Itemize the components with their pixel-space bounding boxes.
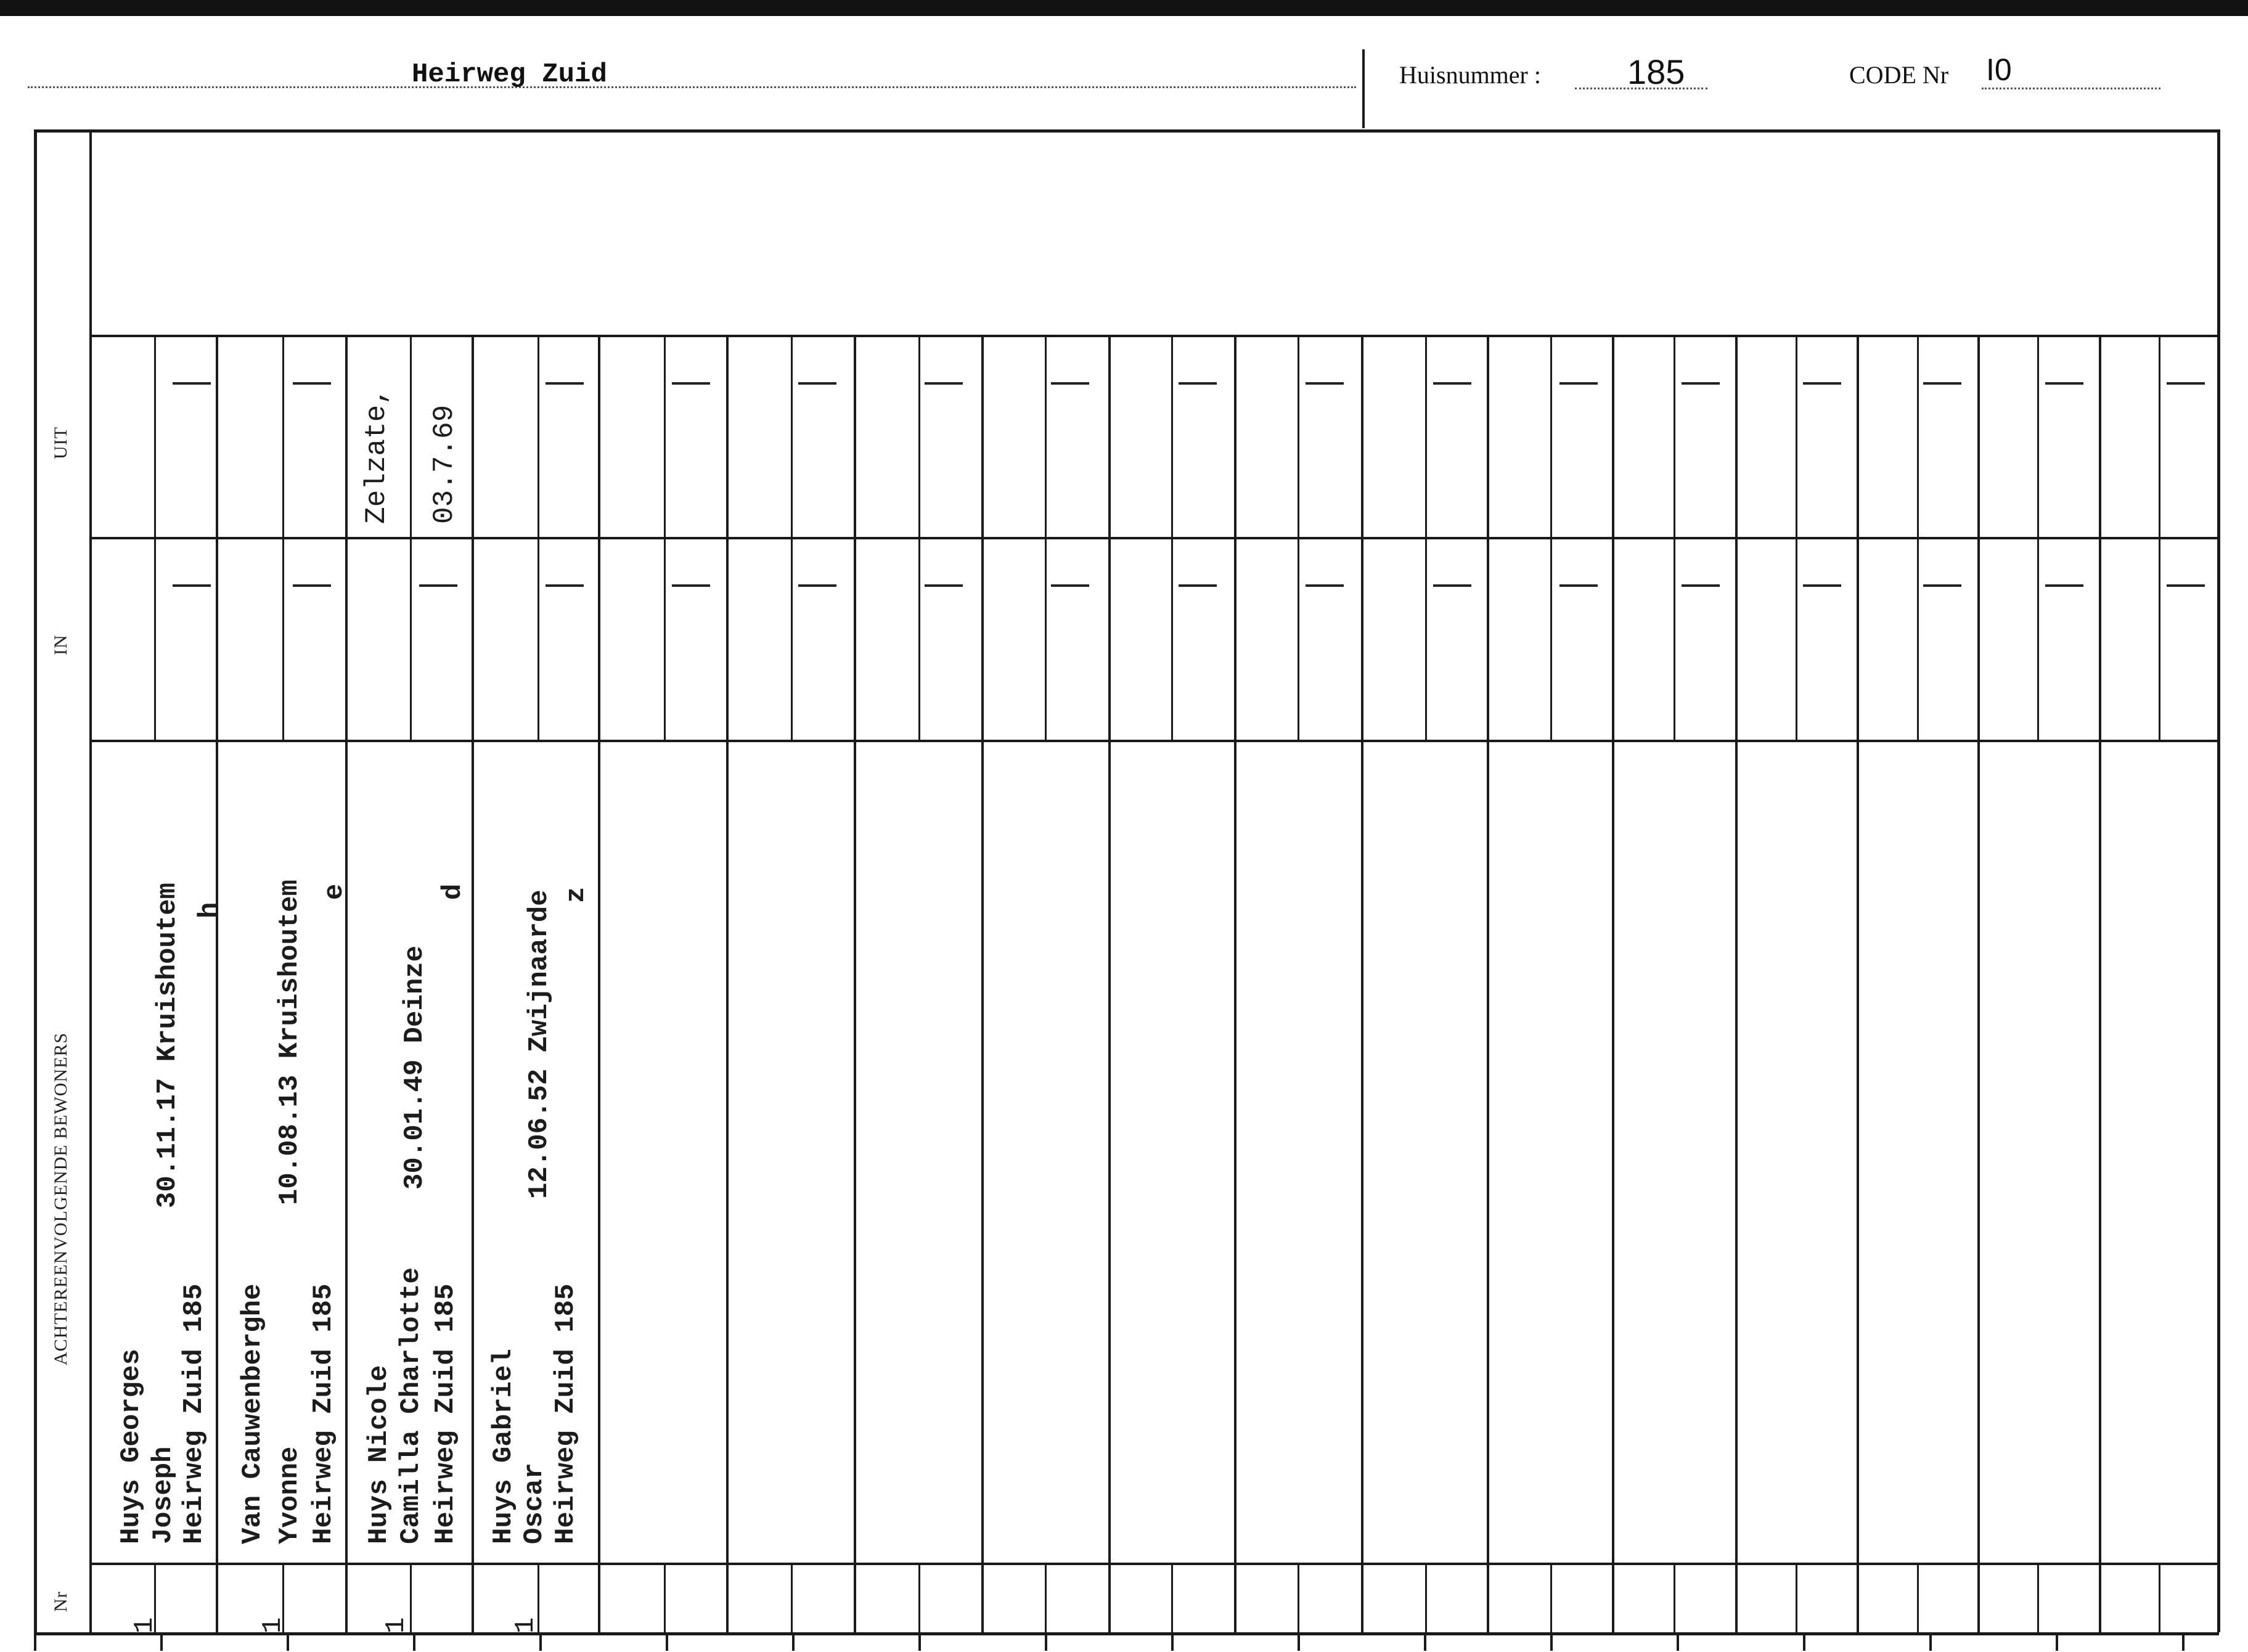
half-column-divider <box>1298 1563 1299 1632</box>
house-number-value: 185 <box>1627 52 1685 91</box>
uit-dash <box>1051 382 1089 385</box>
uit-label: UIT <box>51 427 71 459</box>
uit-dash <box>1682 382 1720 385</box>
column-divider <box>1108 335 1111 1632</box>
resident-2-name: Van Cauwenberghe <box>237 1283 268 1544</box>
frame-bottom <box>34 1632 2219 1635</box>
uit-date: 03.7.69 <box>428 404 460 524</box>
column-divider <box>981 335 984 1632</box>
in-dash <box>672 584 710 587</box>
half-column-divider <box>1045 335 1047 740</box>
uit-dash <box>1923 382 1961 385</box>
code-value: I0 <box>1986 52 2012 87</box>
bottom-tick <box>413 1632 415 1651</box>
resident-3-nr: 1 <box>381 1617 412 1634</box>
resident-4-nr: 1 <box>510 1617 541 1634</box>
resident-3-second-name: Camilla Charlotte <box>396 1267 427 1544</box>
row-divider <box>89 537 2219 539</box>
half-column-divider <box>918 335 920 740</box>
half-column-divider <box>1171 335 1173 740</box>
code-dotted-line <box>1982 88 2160 89</box>
in-dash <box>1803 584 1841 587</box>
half-column-divider <box>664 1563 666 1632</box>
resident-1-address: Heirweg Zuid 185 <box>179 1283 210 1544</box>
street-name: Heirweg Zuid <box>412 59 607 90</box>
half-column-divider <box>1045 1563 1047 1632</box>
uit-dash <box>2167 382 2205 385</box>
in-dash <box>1433 584 1471 587</box>
column-divider <box>1487 335 1489 1632</box>
resident-2-code: e <box>319 883 350 900</box>
resident-4-second-name: Oscar <box>519 1462 550 1544</box>
bottom-tick <box>1424 1632 1426 1651</box>
half-column-divider <box>1298 335 1299 740</box>
header-divider <box>1362 49 1365 128</box>
bottom-tick <box>2182 1632 2185 1651</box>
column-divider <box>1977 335 1980 1632</box>
column-divider <box>854 335 856 1632</box>
half-column-divider <box>410 335 412 740</box>
frame-top <box>34 129 2219 133</box>
resident-2-second-name: Yvonne <box>274 1446 305 1544</box>
in-label: IN <box>51 634 71 655</box>
half-column-divider <box>154 335 156 740</box>
in-dash <box>1179 584 1217 587</box>
half-column-divider <box>2037 335 2039 740</box>
uit-dash <box>1306 382 1344 385</box>
resident-2-birth: 10.08.13 Kruishoutem <box>274 879 305 1205</box>
uit-dash <box>173 382 211 385</box>
resident-1-name: Huys Georges <box>116 1349 147 1544</box>
column-divider <box>1857 335 1859 1632</box>
uit-dash <box>546 382 584 385</box>
in-dash <box>173 584 211 587</box>
column-divider <box>216 335 218 1632</box>
bottom-tick <box>1298 1632 1300 1651</box>
in-dash <box>1306 584 1344 587</box>
resident-1-birth: 30.11.17 Kruishoutem <box>152 882 183 1208</box>
resident-4-address: Heirweg Zuid 185 <box>550 1283 581 1544</box>
bottom-tick <box>1929 1632 1932 1651</box>
in-dash <box>2167 584 2205 587</box>
bewoners-label: ACHTEREENVOLGENDE BEWONERS <box>51 1032 71 1365</box>
resident-1-second-name: Joseph <box>148 1446 179 1544</box>
bottom-tick <box>1550 1632 1553 1651</box>
half-column-divider <box>1674 1563 1675 1632</box>
uit-place: Zelzate, <box>361 388 393 524</box>
bottom-tick <box>792 1632 795 1651</box>
column-divider <box>2099 335 2101 1632</box>
resident-2-nr: 1 <box>258 1617 288 1634</box>
resident-4-code: z <box>561 886 592 903</box>
bottom-tick <box>1171 1632 1174 1651</box>
in-dash <box>546 584 584 587</box>
frame-right <box>2217 129 2220 1632</box>
bottom-tick <box>1803 1632 1805 1651</box>
half-column-divider <box>1550 335 1552 740</box>
resident-4-name: Huys Gabriel <box>488 1349 519 1544</box>
column-divider <box>1361 335 1363 1632</box>
half-column-divider <box>1674 335 1675 740</box>
half-column-divider <box>918 1563 920 1632</box>
column-divider <box>598 335 600 1632</box>
uit-dash <box>672 382 710 385</box>
column-divider <box>345 335 348 1632</box>
column-divider <box>1234 335 1236 1632</box>
uit-dash <box>798 382 836 385</box>
resident-3-address: Heirweg Zuid 185 <box>430 1283 461 1544</box>
in-dash <box>1923 584 1961 587</box>
half-column-divider <box>1550 1563 1552 1632</box>
half-column-divider <box>1917 1563 1919 1632</box>
in-dash <box>798 584 836 587</box>
half-column-divider <box>664 335 666 740</box>
half-column-divider <box>2037 1563 2039 1632</box>
resident-3-code: d <box>438 883 468 900</box>
half-column-divider <box>1917 335 1919 740</box>
half-column-divider <box>537 335 539 740</box>
in-dash <box>925 584 963 587</box>
uit-dash <box>2045 382 2083 385</box>
in-dash <box>1682 584 1720 587</box>
resident-3-birth: 30.01.49 Deinze <box>399 945 430 1190</box>
uit-dash <box>293 382 331 385</box>
column-divider <box>472 335 474 1632</box>
uit-dash <box>1559 382 1598 385</box>
row-divider <box>89 335 2219 337</box>
bottom-tick <box>1677 1632 1679 1651</box>
uit-dash <box>925 382 963 385</box>
bottom-tick <box>287 1632 289 1651</box>
resident-2-address: Heirweg Zuid 185 <box>308 1283 339 1544</box>
half-column-divider <box>1425 1563 1427 1632</box>
in-dash <box>293 584 331 587</box>
house-number-label: Huisnummer : <box>1399 61 1541 89</box>
column-divider <box>1735 335 1738 1632</box>
nr-label: Nr <box>51 1591 71 1612</box>
half-column-divider <box>1796 1563 1797 1632</box>
street-dotted-line <box>28 86 1356 88</box>
half-column-divider <box>791 335 793 740</box>
in-dash <box>2045 584 2083 587</box>
uit-dash <box>1179 382 1217 385</box>
label-column-divider <box>89 129 92 1632</box>
uit-dash <box>1433 382 1471 385</box>
half-column-divider <box>282 335 284 740</box>
top-scan-border <box>0 0 2248 16</box>
frame-left <box>34 129 37 1632</box>
code-label: CODE Nr <box>1849 61 1949 89</box>
half-column-divider <box>2159 335 2160 740</box>
half-column-divider <box>1796 335 1797 740</box>
in-dash <box>1559 584 1598 587</box>
bottom-tick <box>666 1632 668 1651</box>
column-divider <box>726 335 729 1632</box>
in-dash <box>1051 584 1089 587</box>
resident-4-birth: 12.06.52 Zwijnaarde <box>524 889 555 1199</box>
bottom-tick <box>1045 1632 1047 1651</box>
half-column-divider <box>2159 1563 2160 1632</box>
resident-1-nr: 1 <box>129 1617 160 1634</box>
half-column-divider <box>1171 1563 1173 1632</box>
half-column-divider <box>1425 335 1427 740</box>
resident-1-code: h <box>194 902 225 918</box>
row-divider <box>89 740 2219 742</box>
bottom-tick <box>539 1632 542 1651</box>
bottom-tick <box>160 1632 163 1651</box>
bottom-tick <box>918 1632 921 1651</box>
uit-dash <box>1803 382 1841 385</box>
bottom-tick <box>34 1632 36 1651</box>
resident-3-name: Huys Nicole <box>364 1365 394 1544</box>
half-column-divider <box>791 1563 793 1632</box>
row-divider <box>89 1563 2219 1565</box>
in-dash <box>419 584 457 587</box>
bottom-tick <box>2056 1632 2058 1651</box>
column-divider <box>1612 335 1614 1632</box>
